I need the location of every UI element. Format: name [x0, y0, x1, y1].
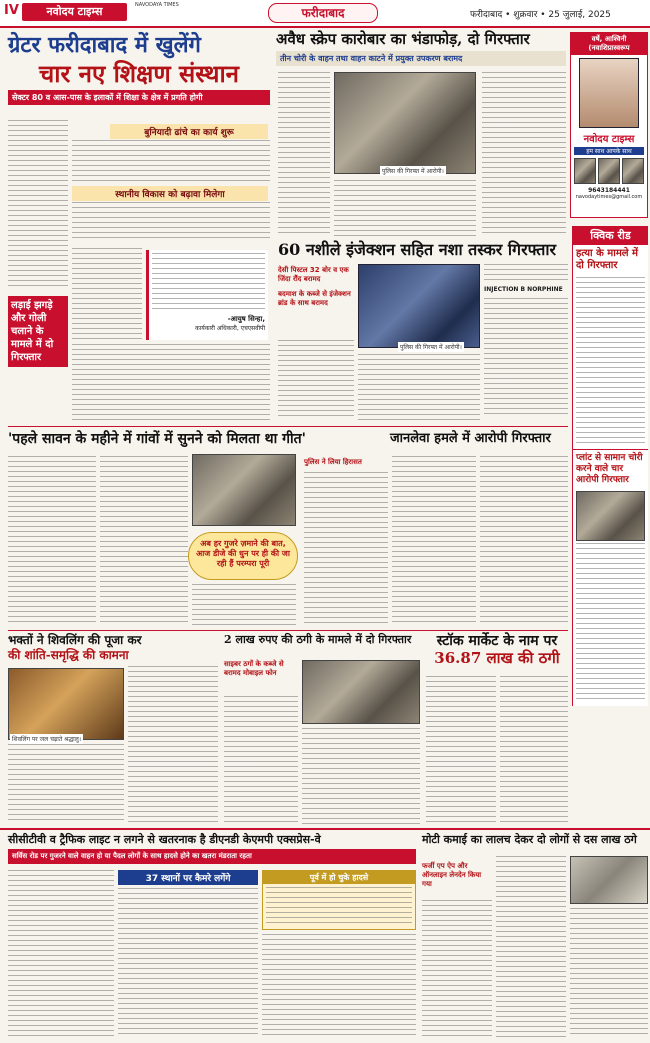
avatar	[574, 158, 596, 184]
scrap-body-col2	[334, 180, 476, 236]
quick-read-headline-2: प्लांट से सामान चोरी करने वाले चार आरोपी गिरफ्तार	[573, 449, 648, 489]
drugs-caption: पुलिस की गिरफ्त में आरोपी।	[400, 344, 462, 351]
side-ad	[570, 32, 648, 218]
shivling-headline-line2: की शांति-समृद्धि की कामना	[8, 647, 129, 662]
side-ad-title: वर्षे, आश्विनी (नवाशिप्रास्वरूप	[571, 33, 647, 55]
fraud-photo	[302, 660, 420, 724]
section-divider	[8, 426, 568, 427]
drugs-bullets	[278, 266, 354, 308]
drugs-injection-label: INJECTION B NORPHINE	[484, 286, 563, 293]
attack-body-col2	[392, 456, 476, 626]
sawan-photo	[192, 454, 296, 526]
sawan-headline: 'पहले सावन के महीने में गांवों में सुनने को मिलता था गीत'	[8, 431, 306, 447]
traffic-subhead: सर्विस रोड पर गुजरने वाले वाहन हो या पैदल लोगों के साथ हादसे होने का खतरा मंडराता रहता	[8, 849, 416, 864]
edition-label: NAVODAYA TIMES	[135, 2, 179, 8]
lead-body-col1	[8, 120, 68, 290]
quick-read-headline-1: हत्या के मामले में दो गिरफ्तार	[576, 248, 639, 271]
side-ad-avatars	[574, 158, 644, 184]
sawan-body-col1	[8, 456, 96, 626]
cheat-tag: फर्जी एप ऐप और ऑनलाइन लेनदेन किया गया	[422, 862, 482, 888]
fraud-tag: साइबर ठगों के कब्जे से बरामद मोबाइल फोन	[224, 660, 284, 677]
shivling-story	[8, 634, 218, 661]
scrap-body-col1	[278, 72, 330, 237]
lead-kicker: बुनियादी ढांचे का कार्य शुरू	[110, 124, 268, 139]
side-ad-photo	[579, 58, 639, 128]
drugs-body-col3	[484, 298, 568, 418]
section-divider	[8, 630, 568, 631]
avatar	[622, 158, 644, 184]
cheat-headline: मोटी कमाई का लालच देकर दो लोगों से दस लाख ठगे	[422, 833, 637, 846]
traffic-body-col2	[118, 888, 258, 1038]
shivling-photo	[8, 668, 124, 740]
quick-read-body-2	[576, 543, 645, 703]
scrap-story	[276, 32, 566, 66]
traffic-body-col3	[262, 934, 416, 1038]
stock-body-col1	[426, 676, 496, 824]
left-brief	[8, 296, 68, 367]
lead-story	[8, 34, 270, 105]
quote-name: -आयुष सिन्हा,	[227, 315, 265, 323]
stock-headline-line1: स्टॉक मार्केट के नाम पर	[436, 633, 558, 649]
stock-story	[426, 634, 568, 666]
shivling-caption: शिवलिंग पर जल चढ़ाते श्रद्धालु।	[12, 736, 82, 743]
lead-body-col3	[72, 248, 142, 340]
lead-body-top	[72, 140, 270, 182]
traffic-kicker: 37 स्थानों पर कैमरे लगेंगे	[118, 870, 258, 885]
fraud-headline: 2 लाख रुपए की ठगी के मामले में दो गिरफ्तार	[224, 633, 412, 646]
traffic-story	[8, 834, 416, 864]
shivling-body-col1	[8, 744, 124, 824]
scrap-photo	[334, 72, 476, 174]
masthead-logo: नवोदय टाइम्स	[22, 3, 127, 21]
page-number: IV	[4, 3, 19, 18]
accidents-box	[262, 870, 416, 930]
sawan-body-col2	[100, 456, 188, 626]
drugs-body-col2	[358, 354, 480, 420]
accidents-box-title: पूर्व में हो चुके हादसे	[263, 871, 415, 884]
lead-headline-line1: ग्रेटर फरीदाबाद में खुलेंगे	[8, 32, 201, 58]
city-badge: फरीदाबाद	[268, 3, 378, 23]
dateline: फरीदाबाद • शुक्रवार • 25 जुलाई, 2025	[470, 10, 611, 20]
lead-subhead: सेक्टर 80 व आस-पास के इलाकों में शिक्षा के क्षेत्र में प्रगति होगी	[8, 90, 270, 105]
scrap-body-col3	[482, 72, 566, 237]
scrap-caption: पुलिस की गिरफ्त में आरोपी।	[382, 168, 444, 175]
quick-read-column	[572, 226, 648, 706]
cheat-body-col2	[496, 856, 566, 1038]
official-quote	[146, 250, 268, 340]
avatar	[598, 158, 620, 184]
bottom-divider	[0, 828, 650, 830]
cheat-body-col1	[422, 900, 492, 1038]
side-ad-email: navodaytimes@gmail.com	[575, 194, 643, 200]
drugs-body-top	[484, 264, 568, 282]
lead-body-mid	[72, 202, 270, 242]
attack-body-col3	[480, 456, 568, 626]
attack-headline: जानलेवा हमले में आरोपी गिरफ्तार	[390, 431, 551, 446]
quick-read-body-1	[576, 277, 645, 447]
drugs-photo	[358, 264, 480, 348]
stock-headline-line2: 36.87 लाख की ठगी	[434, 648, 560, 667]
fraud-body-col2	[302, 728, 420, 824]
side-ad-tagline: हम साथ आपके साथ	[574, 147, 644, 155]
lead-headline-line2: चार नए शिक्षण संस्थान	[39, 59, 239, 89]
quote-title: कार्यकारी अधिकारी, एचएसवीपी	[195, 325, 265, 332]
side-ad-brand: नवोदय टाइम्स	[583, 134, 635, 145]
left-brief-headline: लड़ाई झगड़े और गोली चलाने के मामले में दो गिरफ्तार	[8, 296, 68, 367]
cheat-photo	[570, 856, 648, 904]
lead-kicker-2: स्थानीय विकास को बढ़ावा मिलेगा	[72, 186, 268, 201]
sawan-body-col3	[192, 584, 296, 626]
sawan-quote-bubble: अब हर गुजरे ज़माने की बात, आज डीजे की धुन पर ही की जा रही हैं परम्परा पूरी	[188, 532, 298, 580]
fraud-body-col1	[224, 696, 298, 824]
attack-body-col1	[304, 472, 388, 626]
traffic-body-col1	[8, 870, 114, 1038]
cheat-body-col3	[570, 908, 648, 1038]
drugs-bullet-1: देसी पिस्टल 32 बोर व एक जिंदा रौंद बरामद	[278, 266, 349, 283]
drugs-body-col1	[278, 340, 354, 420]
traffic-headline: सीसीटीवी व ट्रैफिक लाइट न लगने से खतरनाक है डीएनडी केएमपी एक्सप्रेस-वे	[8, 833, 321, 846]
quote-text	[152, 253, 265, 311]
drugs-bullet-2: बदमाश के कब्जे से इंजेक्शन ब्रांड के साथ बरामद	[278, 290, 351, 307]
shivling-headline-line1: भक्तों ने शिवलिंग की पूजा कर	[8, 633, 142, 647]
scrap-headline: अवैध स्क्रेप कारोबार का भंडाफोड़, दो गिरफ्तार	[276, 30, 530, 48]
scrap-subhead: तीन चोरी के वाहन तथा वाहन काटने में प्रयुक्त उपकरण बरामद	[276, 51, 566, 66]
quick-read-photo	[576, 491, 645, 541]
page-header	[0, 0, 650, 28]
side-ad-phone: 9643184441	[588, 187, 630, 194]
stock-body-col2	[500, 676, 568, 824]
shivling-body-col2	[128, 666, 218, 824]
left-brief-body	[72, 344, 270, 424]
quick-read-label: क्विक रीड	[573, 226, 648, 245]
accidents-box-body	[266, 887, 412, 927]
attack-tag: पुलिस ने लिया हिरासत	[304, 458, 362, 466]
drugs-headline: 60 नशीले इंजेक्शन सहित नशा तस्कर गिरफ्तार	[278, 240, 557, 259]
